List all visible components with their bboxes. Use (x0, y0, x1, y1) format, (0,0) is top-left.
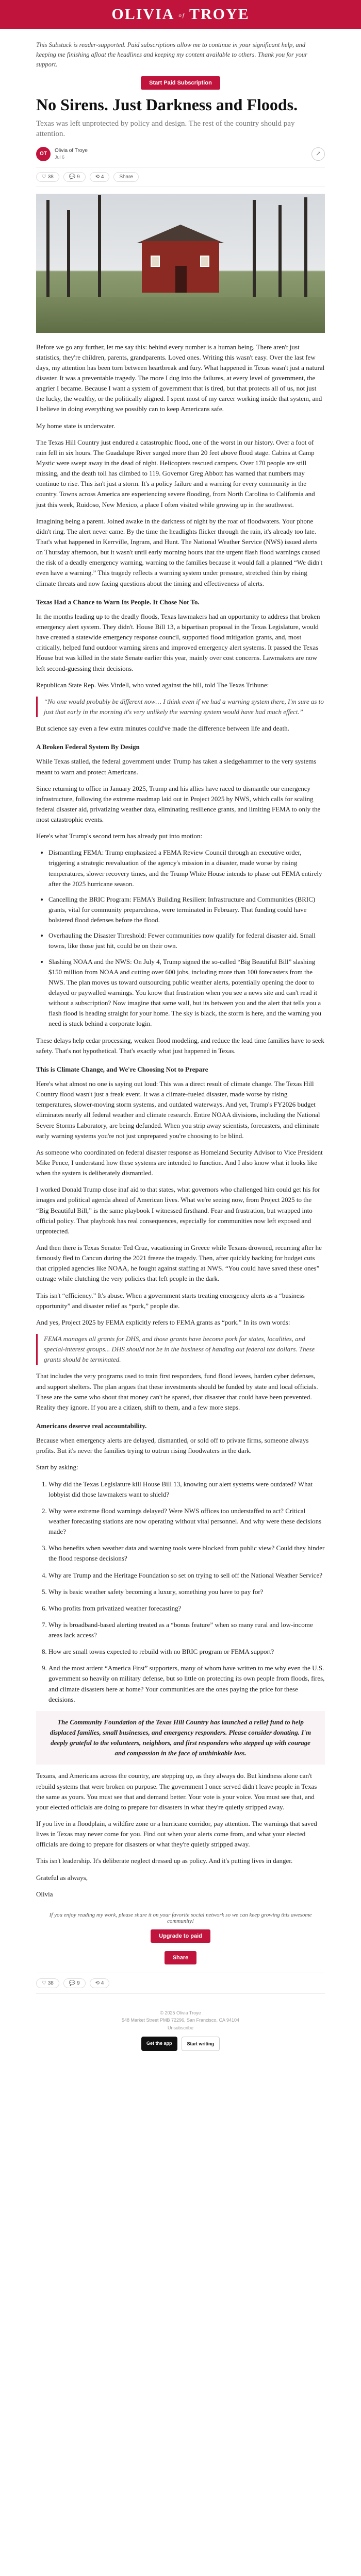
paragraph: This isn't leadership. It's deliberate neglect dressed up as policy. And it's putting lives in danger. (36, 1857, 293, 1865)
start-writing-badge[interactable]: Start writing (182, 2037, 220, 2051)
like-button[interactable]: ♡ 38 (36, 1978, 59, 1988)
footer (36, 2009, 325, 2052)
comment-button[interactable]: 💬 9 (63, 1978, 86, 1988)
paragraph: The Texas Hill Country just endured a catastrophic flood, one of the worst in our history. Over a foot of rain fell in six hours. The Guadalupe River surged more than 20 feet above flood stage. Cabins at Camp Mystic were swept away in the dead of night. Helicopters rescued campers. Over 170 people are still missing, and the death toll has climbed to 119. Governor Greg Abbott has warned that numbers may continue to rise. This isn't just a storm. It's a policy failure and a warning for every community in the country. Towns across America are experiencing severe flooding, from North Carolina to California and just this week, Ruidoso, New Mexico, a place I often visited while growing up in the southwest. (36, 438, 315, 509)
restack-button[interactable]: ⟲ 4 (90, 1978, 110, 1988)
paragraph: That includes the very programs used to train first responders, fund flood levees, harden cyber defenses, and support shelters. The plan argues that these investments should be funded by state and local officials. These are the same who shout that money can't be spared, that disaster that could have been prevented. Reality they ignore. If you are a citizen, shift to them, and a few more steps. (36, 1372, 318, 1411)
paragraph: If you live in a floodplain, a wildfire zone or a hurricane corridor, pay attention. The warnings that saved lives in Texas may never come for you. Find out when your alerts come from, and what your elected officials are doing to prepare for disasters or what they're quietly stripped away. (36, 1820, 317, 1849)
paragraph: And then there is Texas Senator Ted Cruz, vacationing in Greece while Texans drowned, recurring after he famously fled to Cancun during the 2021 freeze the tragedy. Then, after quickly backing for budget cuts that crippled agencies like NOAA, he fought against staffing at NWS. “You could have saved these ones” outrage while clutching the very policies that left people in the dark. (36, 1243, 322, 1283)
list-item: 7. Why is broadband-based alerting treated as a “bonus feature” when so many rural and low-income areas lack access? (48, 1620, 325, 1640)
paragraph: Olivia (36, 1890, 53, 1898)
paragraph: In the months leading up to the deadly floods, Texas lawmakers had an opportunity to address that broken emergency alert system. They didn't. House Bill 13, a bipartisan proposal in the Texas Legislature, would have created a statewide emergency response council, supported flood mitigation grants, and, most critically, helped fund outdoor warning sirens and improved emergency alert systems. It passed the Texas House but was killed in the state Senate earlier this year, mainly over cost concerns. Lawmakers are now left second-guessing their decisions. (36, 612, 320, 672)
logo-left: OLIVIA (111, 6, 175, 23)
subscribe-box (36, 1912, 325, 1943)
masthead[interactable] (0, 0, 361, 29)
restack-button[interactable]: ⟲ 4 (90, 172, 110, 182)
paragraph: While Texas stalled, the federal government under Trump has taken a sledgehammer to the very systems meant to warn and protect Americans. (36, 757, 317, 776)
site-logo[interactable] (111, 6, 249, 23)
list-item: 5. Why is basic weather safety becoming a luxury, something you have to pay for? (48, 1587, 325, 1597)
paragraph: Republican State Rep. Wes Virdell, who voted against the bill, told The Texas Tribune: (36, 681, 269, 689)
paragraph: And yes, Project 2025 by FEMA explicitly refers to FEMA grants as “pork.” In its own words: (36, 1318, 290, 1326)
upgrade-to-paid-button[interactable]: Upgrade to paid (151, 1929, 210, 1943)
section-heading: A Broken Federal System By Design (36, 743, 140, 751)
tree-trunk (304, 197, 307, 303)
list-item: 2. Why were extreme flood warnings delayed? Were NWS offices too understaffed to act? Critical weather forecasting stations are now operating without vital personnel. And why were these decisions made? (48, 1506, 325, 1537)
paragraph: My home state is underwater. (36, 421, 116, 430)
like-button[interactable]: ♡ 38 (36, 172, 59, 182)
comment-button[interactable]: 💬 9 (63, 172, 86, 182)
paragraph: But science say even a few extra minutes could've made the difference between life and death. (36, 724, 289, 733)
list-item: 4. Why are Trump and the Heritage Foundation so set on trying to sell off the National Weather Service? (48, 1570, 325, 1581)
paragraph: Here's what almost no one is saying out loud: This was a direct result of climate change. The Texas Hill Country flood wasn't just a freak event. It was a climate-fueled disaster, made worse by rising temperatures, slower-moving storm systems, and outdated waterways. And yet, Trump's FY2026 budget eliminates nearly all federal weather and climate research. Entire NOAA divisions, including the National Severe Storms Laboratory, are being defunded. When you strip away scientists, forecasters, and eliminate early warning systems you're not just unprepared you're choosing to be blind. (36, 1080, 320, 1140)
cta-wrap (36, 76, 325, 90)
paragraph: Because when emergency alerts are delayed, dismantled, or sold off to private firms, someone always profits. But it's never the families trying to outrun rising floodwaters in the dark. (36, 1436, 309, 1455)
paragraph: Before we go any further, let me say this: behind every number is a human being. There aren't just statistics, they're children, parents, grandparents. Loved ones. Writing this wasn't easy. Over the last few days, my attention has been torn between heartbreak and fury. What happened in Texas wasn't just a natural disaster. It was a preventable tragedy. The more I dug into the failures, at every level of government, the angrier I became. Because I want a system of government that is tired, but that protects all of us, not just the lucky, the wealthy, or the politically aligned. I spent most of my career working inside that system, and I believe in doing everything we possibly can to keep Americans safe. (36, 343, 325, 413)
paragraph: Since returning to office in January 2025, Trump and his allies have raced to dismantle our emergency infrastructure, following the extreme roadmap laid out in Project 2025 by NWS, which calls for scaling federal disaster aid, privatizing weather data, eliminating resilience grants, and limiting FEMA to only the most catastrophic events. (36, 784, 321, 824)
question-list (48, 1479, 325, 1705)
footer-engagement-bar (36, 1973, 325, 1994)
section-heading: This is Climate Change, and We're Choosing Not to Prepare (36, 1065, 208, 1073)
house-window (200, 256, 209, 267)
author-block[interactable] (36, 147, 88, 161)
relief-fund-callout: The Community Foundation of the Texas Hill Country has launched a relief fund to help displaced families, small businesses, and emergency responders. Please consider donating. I'm deeply grateful to the volunteers, neighbors, and first responders who stepped up with courage and compassion in the face of unthinkable loss. (36, 1711, 325, 1765)
share-post-button[interactable]: Share (165, 1951, 197, 1964)
house-window (151, 256, 160, 267)
blockquote: FEMA manages all grants for DHS, and those grants have become pork for states, localities, and special-interest groups... DHS should not be in the business of handing out federal tax dollars. These grants should be terminated. (36, 1334, 325, 1365)
subscribe-note: If you enjoy reading my work, please share it on your favorite social network so we can keep growing this awesome community! (49, 1911, 312, 1924)
tree-trunk (46, 200, 50, 303)
paragraph: Here's what Trump's second term has already put into motion: (36, 832, 203, 840)
paragraph: As someone who coordinated on federal disaster response as Homeland Security Advisor to Vice President Mike Pence, I understand how these systems are intended to function. And I also know what it looks like when the system is deliberately dismantled. (36, 1148, 323, 1177)
paragraph: These delays help cedar processing, weaken flood modeling, and reduce the lead time families have to seek safety. That's not hypothetical. That's exactly what just happened in Texas. (36, 1036, 324, 1055)
author-name[interactable]: Olivia of Troye (55, 148, 88, 154)
list-item: • Slashing NOAA and the NWS: On July 4, Trump signed the so-called “Big Beautiful Bill” slashing $150 million from NOAA and cutting over 600 jobs, including more than 100 forecasters from the NWS. The plan moves us toward outsourcing public weather alerts, potentially opening the door to delayed or paywalled warnings. You know that frustration when you see a news site and can't read it without a subscription? Now imagine that same wall, but its between you and the alert that tells you a flash flood is heading straight for your home. The sky is black, the storm is here, and the warning you need is stuck behind a corporate login. (48, 957, 325, 1029)
list-item: • Overhauling the Disaster Threshold: Fewer communities now qualify for federal disaster aid. Small towns, like those just hit, could be on their own. (48, 930, 325, 951)
post-date: Jul 6 (55, 155, 65, 160)
tree-trunk (98, 195, 101, 303)
support-notice: This Substack is reader-supported. Paid subscriptions allow me to continue in your significant help, and keeping me finishing afloat the headlines and keeping my content available to others. Thank you for your support. (36, 41, 307, 68)
list-item: 6. Who profits from privatized weather forecasting? (48, 1603, 325, 1614)
start-paid-subscription-button[interactable]: Start Paid Subscription (141, 76, 220, 90)
mailing-address: 548 Market Street PMB 72296, San Francisco, CA 94104 (121, 2018, 240, 2023)
paragraph: Start by asking: (36, 1463, 78, 1471)
list-item: 8. How are small towns expected to rebuild with no BRIC program or FEMA support? (48, 1647, 325, 1657)
tree-trunk (67, 210, 70, 303)
avatar[interactable]: OT (36, 147, 51, 161)
content (36, 40, 325, 2051)
hero-image (36, 194, 325, 333)
share-wrap (36, 1951, 325, 1964)
paragraph: Texans, and Americans across the country, are stepping up, as they always do. But kindness alone can't rebuild systems that were broken on purpose. The government I once served didn't leave people in Texas the same as yours. You must see that and demand better. Your vote is your voice. You must see that, and your elected officials are doing to prepare for disasters in what they're quietly stripped away. (36, 1772, 317, 1811)
article-body (36, 342, 325, 1900)
share-icon[interactable]: ↗ (311, 147, 325, 161)
copyright: © 2025 Olivia Troye (160, 2010, 201, 2015)
share-button[interactable]: Share (113, 172, 139, 182)
house-roof (137, 225, 224, 243)
floodwater (36, 297, 325, 333)
logo-right: TROYE (189, 6, 250, 23)
list-item: • Cancelling the BRIC Program: FEMA's Building Resilient Infrastructure and Communities (BRIC) grants, vital for community preparedness, were terminated in February. That funding could have bolstered flood defenses before the flood. (48, 894, 325, 925)
section-heading: Americans deserve real accountability. (36, 1421, 147, 1430)
logo-of: of (178, 12, 185, 19)
paragraph: This isn't “efficiency.” It's abuse. When a government starts treating emergency alerts as a “business opportunity” and disaster relief as “pork,” people die. (36, 1291, 305, 1310)
tree-trunk (278, 205, 282, 303)
bullet-list (48, 848, 325, 1029)
article-title: No Sirens. Just Darkness and Floods. (36, 95, 298, 114)
blockquote: “No one would probably be different now… I think even if we had a warning system there, I'm sure as to just that early in the morning it's very unlikely the warning system would have had much effect.” (36, 697, 325, 717)
paragraph: Imagining being a parent. Joined awake in the darkness of night by the roar of floodwaters. Your phone didn't ring. The alert never came. By the time the headlights flicker through the rain, it's already too late. That's what happened in Kerrville, Ingram, and Hunt. The National Weather Service (NWS) issued alerts on Thursday afternoon, but it wasn't until early morning hours that the urgent flash flood warnings caused the risk of a deadly emergency warning, warning to the families because it would fall a planned “We didn't even have a warning.” This tragedy reflects a warning system under pressure, stretched thin by rising climate threats and now facing questions about the timing and effectiveness of alerts. (36, 517, 323, 587)
article-subtitle: Texas was left unprotected by policy and design. The rest of the country should pay attention. (36, 120, 295, 139)
list-item: 9. And the most ardent “America First” supporters, many of whom have written to me why even the U.S. government so heavily on military defense, but so little on protecting its own people from floods, fires, and climate disasters here at home? Your communities are the ones paying the price for these decisions. (48, 1663, 325, 1705)
paragraph: I worked Donald Trump close inaf aid to that states, what governors who challenged him could get his for images and political agenda ahead of American lives. What we're seeing now, from Project 2025 to the “Big Beautiful Bill,” is the same playbook I witnessed firsthand. Fear and frustration, but wrapped into official policy. That playbook has real consequences, especially for communities now left exposed and unprotected. (36, 1185, 320, 1235)
list-item: 3. Who benefits when weather data and warning tools were blocked from public view? Could they hinder the flood response decisions? (48, 1543, 325, 1564)
list-item: • Dismantling FEMA: Trump emphasized a FEMA Review Council through an executive order, triggering a strategic reevaluation of the agency's mission in a disaster, made worse by rising temperatures, slower recovery times, and the Trump White House intends to phase out FEMA entirely after the 2025 hurricane season. (48, 848, 325, 889)
paragraph: Grateful as always, (36, 1873, 88, 1882)
byline (36, 147, 325, 161)
section-heading: Texas Had a Chance to Warn Its People. It Chose Not To. (36, 598, 200, 606)
app-badges (36, 2037, 325, 2051)
tree-trunk (253, 200, 256, 303)
get-app-badge[interactable]: Get the app (141, 2037, 177, 2051)
unsubscribe-link[interactable]: Unsubscribe (167, 2025, 194, 2030)
house-door (175, 266, 187, 293)
engagement-bar (36, 167, 325, 187)
list-item: 1. Why did the Texas Legislature kill House Bill 13, knowing our alert systems were outdated? What lobbyist did those lawmakers want to shield? (48, 1479, 325, 1500)
